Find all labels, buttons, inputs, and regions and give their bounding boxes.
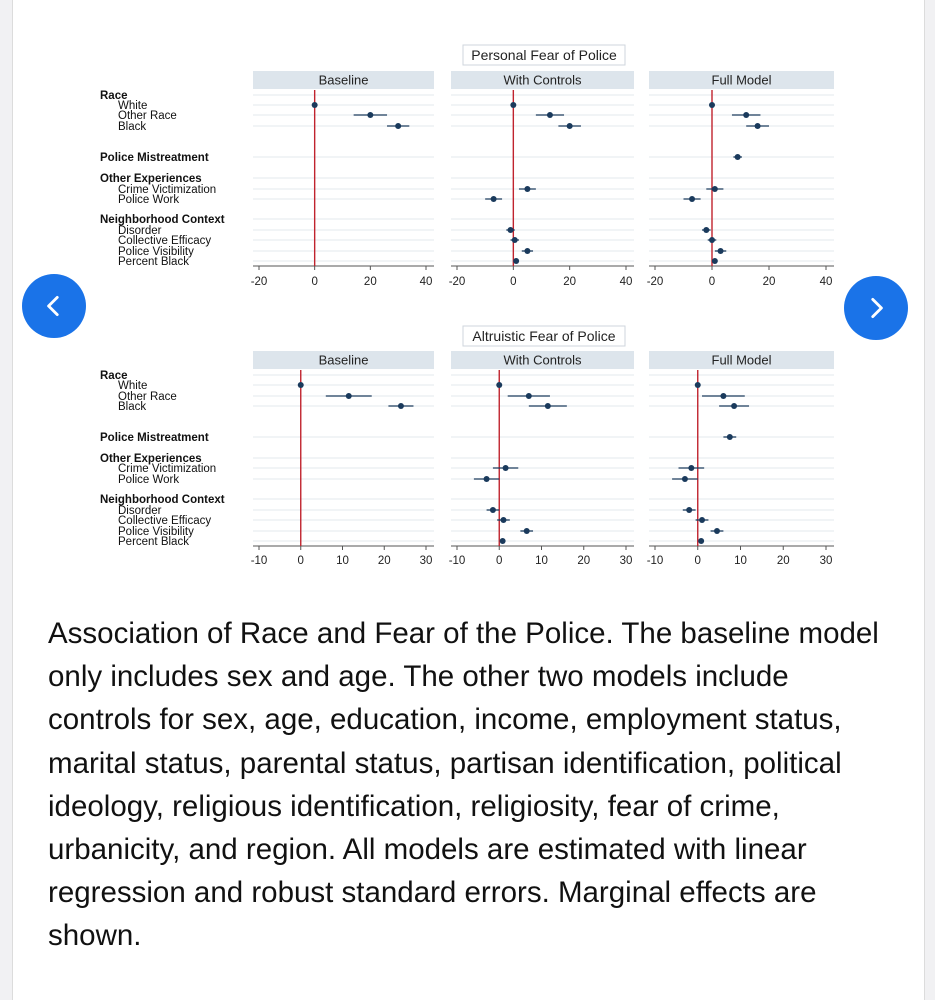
row-group-label: Police Mistreatment: [100, 152, 209, 164]
x-tick-label: 30: [619, 555, 633, 567]
x-tick-label: 0: [297, 555, 304, 567]
x-tick-label: 10: [734, 555, 747, 567]
estimate-point: [491, 196, 497, 202]
chevron-left-icon: [41, 293, 67, 319]
row-label: Other Race: [118, 110, 177, 122]
estimate-point: [500, 538, 506, 544]
x-tick-label: -10: [448, 555, 466, 567]
estimate-point: [526, 393, 532, 399]
x-tick-label: 20: [363, 276, 377, 288]
x-tick-label: 30: [819, 555, 833, 567]
x-tick-label: -20: [250, 276, 268, 288]
x-tick-label: 0: [708, 276, 716, 288]
row-group-label: Other Experiences: [100, 173, 202, 185]
altruistic-fear-chart: [100, 326, 834, 567]
x-tick-label: 20: [776, 555, 790, 567]
row-label: Crime Victimization: [118, 463, 217, 475]
estimate-point: [500, 517, 506, 523]
x-tick-label: 0: [496, 555, 503, 567]
row-label: Black: [118, 121, 147, 133]
panel-header-label: With Controls: [503, 352, 582, 368]
x-tick-label: 40: [819, 276, 833, 288]
estimate-point: [503, 465, 509, 471]
row-label: Collective Efficacy: [118, 235, 212, 247]
estimate-point: [712, 258, 718, 264]
x-tick-label: 10: [336, 555, 349, 567]
row-group-label: Other Experiences: [100, 453, 202, 465]
estimate-point: [547, 112, 553, 118]
estimate-point: [512, 237, 518, 243]
estimate-point: [346, 393, 352, 399]
row-label: Police Work: [118, 474, 180, 486]
x-tick-label: -10: [250, 555, 268, 567]
estimate-point: [703, 227, 709, 233]
estimate-point: [510, 102, 516, 108]
x-tick-label: 0: [694, 555, 701, 567]
panel-baseline: [251, 351, 434, 567]
chart-title: Altruistic Fear of Police: [472, 328, 616, 344]
row-group-label: Neighborhood Context: [100, 494, 225, 506]
panel-full-model: [647, 351, 834, 567]
estimate-point: [496, 382, 502, 388]
estimate-point: [727, 434, 733, 440]
estimate-point: [714, 528, 720, 534]
estimate-point: [695, 382, 701, 388]
estimate-point: [508, 227, 514, 233]
estimate-point: [545, 403, 551, 409]
panel-header-label: With Controls: [503, 72, 582, 88]
row-label: White: [118, 100, 148, 112]
estimate-point: [709, 237, 715, 243]
estimate-point: [720, 393, 726, 399]
estimate-point: [298, 382, 304, 388]
x-tick-label: 20: [577, 555, 591, 567]
row-label: Disorder: [118, 225, 162, 237]
estimate-point: [682, 476, 688, 482]
panel-header-label: Baseline: [318, 72, 369, 88]
x-tick-label: 30: [419, 555, 433, 567]
estimate-point: [718, 248, 724, 254]
figure-caption: Association of Race and Fear of the Police. The baseline model only includes sex and age. The other two models include controls for sex, age, education, income, employment status, marital status, parental status, partisan identification, political ideology, religious identification, religiosity, fear of crime, urbanicity, and region. All models are estimated with linear regression and robust standard errors. Marginal effects are shown.: [48, 617, 879, 953]
estimate-point: [513, 258, 519, 264]
x-tick-label: -10: [646, 555, 664, 567]
estimate-point: [686, 507, 692, 513]
estimate-point: [398, 403, 404, 409]
estimate-point: [490, 507, 496, 513]
panel-header-label: Full Model: [711, 72, 772, 88]
row-label: Disorder: [118, 505, 162, 517]
x-tick-label: -20: [646, 276, 664, 288]
x-tick-label: 40: [419, 276, 433, 288]
row-label: Police Visibility: [118, 526, 194, 538]
x-tick-label: 0: [510, 276, 517, 288]
x-tick-label: 0: [311, 276, 318, 288]
chevron-right-icon: [863, 295, 889, 321]
panel-header-label: Full Model: [711, 352, 772, 368]
x-tick-label: 10: [535, 555, 548, 567]
estimate-point: [699, 517, 705, 523]
estimate-point: [698, 538, 704, 544]
row-group-label: Neighborhood Context: [100, 214, 225, 226]
estimate-point: [524, 248, 530, 254]
panel-full-model: [647, 71, 834, 288]
panel-with-controls: [449, 351, 634, 567]
row-label: White: [118, 380, 148, 392]
panel-with-controls: [449, 71, 634, 288]
estimate-point: [755, 123, 761, 129]
panel-header-label: Baseline: [318, 352, 369, 368]
estimate-point: [395, 123, 401, 129]
row-label: Percent Black: [118, 536, 189, 548]
estimate-point: [484, 476, 490, 482]
panel-baseline: [251, 71, 434, 288]
estimate-point: [709, 102, 715, 108]
estimate-point: [524, 528, 530, 534]
estimate-point: [524, 186, 530, 192]
row-label: Collective Efficacy: [118, 515, 212, 527]
estimate-point: [712, 186, 718, 192]
estimate-point: [731, 403, 737, 409]
row-label: Percent Black: [118, 256, 189, 268]
row-label: Black: [118, 401, 147, 413]
estimate-point: [367, 112, 373, 118]
row-group-label: Race: [100, 370, 128, 382]
estimate-point: [735, 154, 741, 160]
x-tick-label: 40: [619, 276, 633, 288]
personal-fear-chart: [100, 45, 834, 288]
row-label: Police Work: [118, 194, 180, 206]
estimate-point: [312, 102, 318, 108]
row-group-label: Police Mistreatment: [100, 432, 209, 444]
chart-title: Personal Fear of Police: [471, 47, 617, 63]
estimate-point: [689, 196, 695, 202]
estimate-point: [567, 123, 573, 129]
x-tick-label: 20: [563, 276, 577, 288]
estimate-point: [743, 112, 749, 118]
row-label: Police Visibility: [118, 246, 194, 258]
x-tick-label: -20: [448, 276, 466, 288]
row-group-label: Race: [100, 90, 128, 102]
x-tick-label: 20: [377, 555, 391, 567]
row-label: Other Race: [118, 391, 177, 403]
estimate-point: [688, 465, 694, 471]
next-slide-button[interactable]: [844, 276, 908, 340]
previous-slide-button[interactable]: [22, 274, 86, 338]
row-label: Crime Victimization: [118, 184, 217, 196]
x-tick-label: 20: [762, 276, 776, 288]
